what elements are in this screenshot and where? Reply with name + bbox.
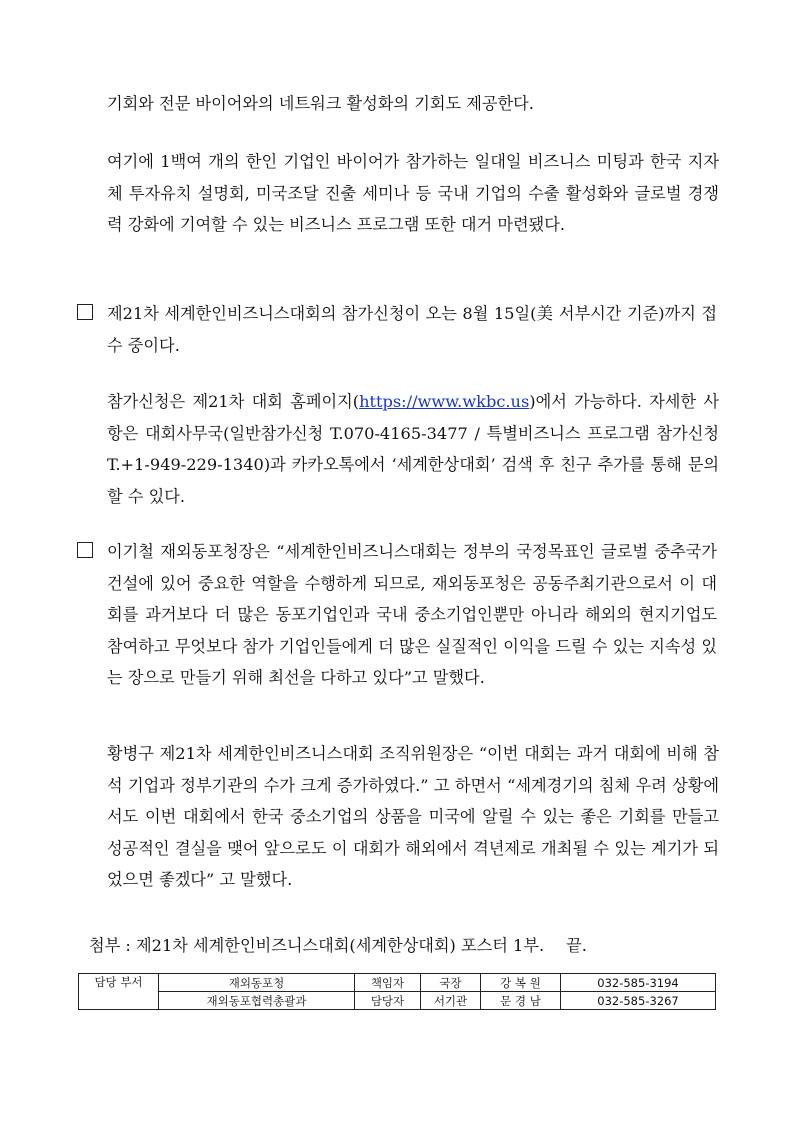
contact-table: [78, 973, 716, 1010]
title-cell: 서기관: [421, 992, 481, 1010]
paragraph-registration-info: [107, 386, 719, 512]
bullet-commissioner-quote: [77, 536, 717, 694]
role-cell: 담당자: [355, 992, 421, 1010]
dept-line2: 재외동포협력총괄과: [159, 992, 355, 1010]
bullet-registration-text: 제21차 세계한인비즈니스대회의 참가신청이 오는 8월 15일(美 서부시간 기준)까지 접수 중이다.: [107, 304, 717, 355]
bullet-registration-deadline: [77, 298, 717, 361]
registration-text-before: 참가신청은 제21차 대회 홈페이지(: [107, 392, 360, 411]
name-cell: 문 경 남: [481, 992, 561, 1010]
dept-label: 담당 부서: [79, 974, 159, 1010]
dept-line1: 재외동포청: [159, 974, 355, 992]
registration-text-after: )에서 가능하다. 자세한 사항은 대회사무국(일반참가신청 T.070-4165-3477 / 특별비즈니스 프로그램 참가신청 T.+1-949-229-1340)과 카카오톡에서 ‘세계한상대회’ 검색 후 친구 추가를 통해 문의할 수 있다.: [107, 392, 719, 506]
attachment-line: [89, 934, 587, 958]
contact-row: [79, 974, 716, 992]
checkbox-square-icon: [77, 304, 93, 320]
paragraph-chairman-quote: 황병구 제21차 세계한인비즈니스대회 조직위원장은 “이번 대회는 과거 대회에 비해 참석 기업과 정부기관의 수가 크게 증가하였다.” 고 하면서 “세계경기의 침체 우려 상황에서도 이번 대회에서 한국 중소기업의 상품을 미국에 알릴 수 있는 좋은 기회를 만들고 성공적인 결실을 맺어 앞으로도 이 대회가 해외에서 격년제로 개최될 수 있는 계기가 되었으면 좋겠다” 고 말했다.: [107, 744, 720, 889]
checkbox-square-icon: [77, 542, 93, 558]
contact-row: [79, 992, 716, 1010]
end-mark: 끝.: [566, 936, 587, 955]
phone-cell: 032-585-3267: [561, 992, 716, 1010]
name-cell: 강 복 원: [481, 974, 561, 992]
paragraph-business-programs: 여기에 1백여 개의 한인 기업인 바이어가 참가하는 일대일 비즈니스 미팅과 한국 지자체 투자유치 설명회, 미국조달 진출 세미나 등 국내 기업의 수출 활성화와 글로벌 경쟁력 강화에 기여할 수 있는 비즈니스 프로그램 또한 대거 마련됐다.: [107, 152, 719, 234]
title-cell: 국장: [421, 974, 481, 992]
attachment-text: 첨부 : 제21차 세계한인비즈니스대회(세계한상대회) 포스터 1부.: [89, 936, 545, 955]
paragraph-intro-tail: 기회와 전문 바이어와의 네트워크 활성화의 기회도 제공한다.: [107, 94, 534, 113]
role-cell: 책임자: [355, 974, 421, 992]
homepage-link[interactable]: https://www.wkbc.us: [359, 392, 530, 411]
phone-cell: 032-585-3194: [561, 974, 716, 992]
bullet-commissioner-text: 이기철 재외동포청장은 “세계한인비즈니스대회는 정부의 국정목표인 글로벌 중추국가 건설에 있어 중요한 역할을 수행하게 되므로, 재외동포청은 공동주최기관으로서 이 대회를 과거보다 더 많은 동포기업인과 국내 중소기업인뿐만 아니라 해외의 현지기업도 참여하고 무엇보다 참가 기업인들에게 더 많은 실질적인 이익을 드릴 수 있는 지속성 있는 장으로 만들기 위해 최선을 다하고 있다”고 말했다.: [107, 542, 717, 687]
